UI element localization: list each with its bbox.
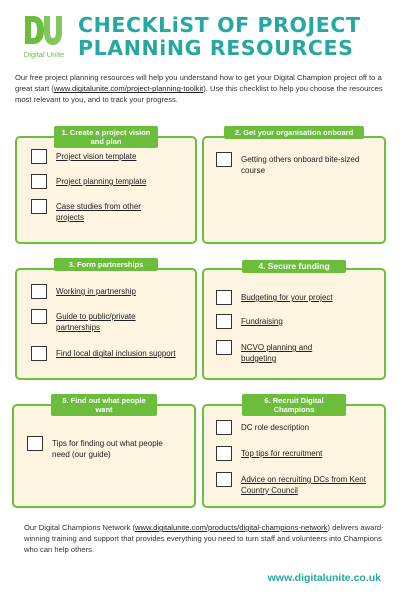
intro-text-before: Our free project planning resources will help you understand how to get your Digital Champion project off to a great start ( bbox=[15, 73, 382, 94]
footer-paragraph bbox=[24, 522, 384, 556]
checkbox[interactable] bbox=[216, 314, 232, 329]
checklist-item bbox=[31, 151, 191, 164]
logo-text: Digital Unite bbox=[23, 50, 65, 59]
item-link[interactable]: Working in partnership bbox=[56, 287, 136, 296]
checkbox[interactable] bbox=[216, 290, 232, 305]
item-link[interactable]: Budgeting for your project bbox=[241, 293, 333, 302]
section-card-5 bbox=[12, 396, 196, 508]
item-text: Getting others onboard bite-sized course bbox=[241, 155, 360, 175]
checkbox[interactable] bbox=[31, 284, 47, 299]
site-url[interactable]: www.digitalunite.co.uk bbox=[267, 572, 381, 584]
checklist-item bbox=[216, 422, 381, 435]
checklist-item bbox=[31, 348, 191, 361]
title-line-1: CHECKLiST OF PROJECT bbox=[78, 13, 361, 37]
checklist-item bbox=[216, 474, 381, 496]
page-title bbox=[78, 14, 398, 60]
footer-text-before: Our Digital Champions Network ( bbox=[24, 523, 135, 532]
checkbox[interactable] bbox=[31, 346, 47, 361]
item-link[interactable]: Top tips for recruitment bbox=[241, 449, 323, 458]
checklist-item bbox=[216, 316, 381, 329]
digital-unite-logo-icon bbox=[22, 14, 62, 48]
section-label-4: 4. Secure funding bbox=[242, 260, 346, 273]
checklist-item bbox=[31, 176, 191, 189]
intro-link[interactable]: www.digitalunite.com/project-planning-toolkit bbox=[53, 84, 204, 94]
section-card-4 bbox=[202, 261, 386, 380]
logo bbox=[16, 14, 68, 60]
checkbox[interactable] bbox=[27, 436, 43, 451]
checkbox[interactable] bbox=[31, 309, 47, 324]
item-link[interactable]: Advice on recruiting DCs from Kent Country Council bbox=[241, 475, 366, 495]
checklist-item bbox=[216, 292, 381, 305]
item-link[interactable]: Project vision template bbox=[56, 152, 137, 161]
item-link[interactable]: Project planning template bbox=[56, 177, 147, 186]
footer-text-after: ) delivers award-winning training and support that provides everything you need to turn staff and volunteers into Champions who can help others. bbox=[24, 523, 384, 555]
item-text: DC role description bbox=[241, 423, 310, 432]
checkbox[interactable] bbox=[31, 149, 47, 164]
checklist-item bbox=[216, 448, 381, 461]
checkbox[interactable] bbox=[31, 199, 47, 214]
item-link[interactable]: Fundraising bbox=[241, 317, 283, 326]
section-label-2: 2. Get your organisation onboard bbox=[224, 126, 364, 139]
section-label-3: 3. Form partnerships bbox=[54, 258, 158, 271]
item-link[interactable]: NCVO planning and budgeting bbox=[241, 343, 313, 363]
checklist-item bbox=[216, 154, 381, 176]
checklist-item bbox=[31, 201, 191, 223]
checkbox[interactable] bbox=[216, 152, 232, 167]
checkbox[interactable] bbox=[216, 472, 232, 487]
title-line-2: PLANNiNG RESOURCES bbox=[78, 36, 354, 60]
intro-paragraph bbox=[15, 72, 393, 106]
section-label-5: 5. Find out what people want bbox=[51, 394, 157, 416]
checklist-item bbox=[31, 311, 191, 333]
checklist-item bbox=[27, 438, 192, 460]
section-label-6: 6. Recruit Digital Champions bbox=[242, 394, 346, 416]
checklist-item bbox=[216, 342, 381, 364]
item-link[interactable]: Guide to public/private partnerships bbox=[56, 312, 136, 332]
checkbox[interactable] bbox=[31, 174, 47, 189]
section-card-1 bbox=[15, 128, 197, 244]
item-text: Tips for finding out what people need (our guide) bbox=[52, 439, 163, 459]
checkbox[interactable] bbox=[216, 446, 232, 461]
intro-text-after: ). Use this checklist to help you choose the resources most relevant to you, and to track your progress. bbox=[15, 84, 383, 105]
section-card-3 bbox=[15, 260, 197, 380]
item-link[interactable]: Find local digital inclusion support bbox=[56, 349, 176, 358]
checklist-item bbox=[31, 286, 191, 299]
checkbox[interactable] bbox=[216, 420, 232, 435]
section-label-1: 1. Create a project vision and plan bbox=[54, 126, 158, 148]
section-card-2 bbox=[202, 128, 386, 244]
checkbox[interactable] bbox=[216, 340, 232, 355]
section-card-6 bbox=[202, 396, 386, 508]
footer-link[interactable]: www.digitalunite.com/products/digital-champions-network bbox=[135, 523, 328, 532]
item-link[interactable]: Case studies from other projects bbox=[56, 202, 141, 222]
